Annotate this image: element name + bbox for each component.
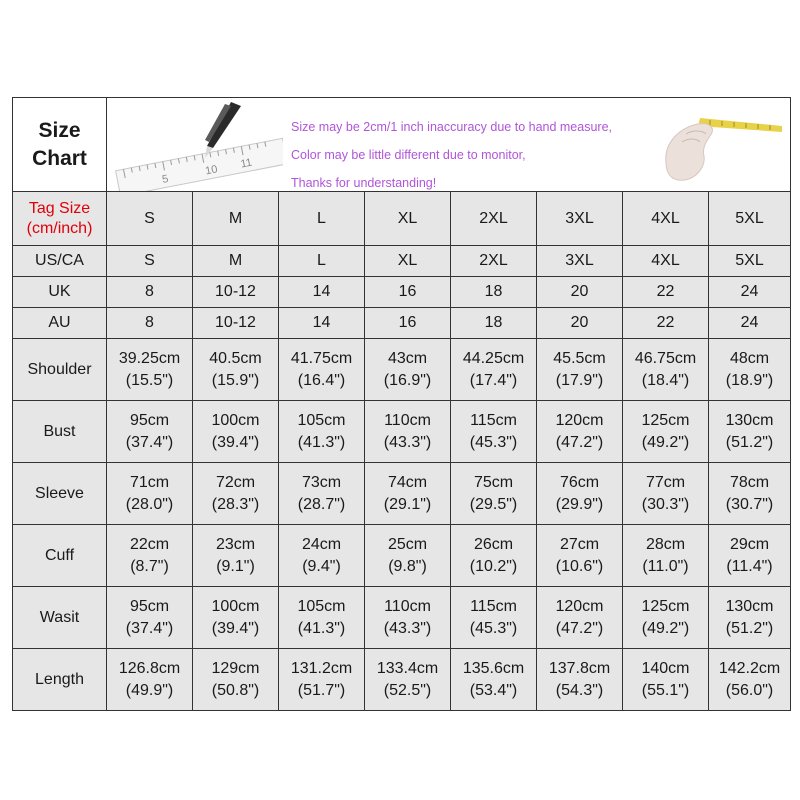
measurement-cell — [107, 587, 193, 649]
tag-size-cell: XL — [365, 192, 451, 246]
size-cell: 4XL — [623, 246, 709, 277]
measurement-cell — [537, 463, 623, 525]
measurement-cell — [709, 649, 791, 711]
size-cell: 20 — [537, 277, 623, 308]
inch-value: (28.0") — [125, 495, 174, 513]
inch-value: (16.4") — [297, 371, 346, 389]
size-row — [13, 277, 791, 308]
notice-text — [291, 113, 612, 192]
measurement-cell — [623, 339, 709, 401]
inch-value: (29.5") — [469, 495, 518, 513]
inch-value: (51.2") — [725, 619, 774, 637]
tag-size-cell: 5XL — [709, 192, 791, 246]
size-chart-table — [12, 97, 791, 711]
inch-value: (18.9") — [725, 371, 774, 389]
cm-value: 115cm — [470, 597, 517, 615]
inch-value: (29.1") — [383, 495, 432, 513]
inch-value: (39.4") — [211, 433, 260, 451]
measurement-cell — [623, 587, 709, 649]
measurement-cell — [193, 649, 279, 711]
cm-value: 137.8cm — [548, 659, 611, 677]
cm-value: 24cm — [301, 535, 342, 553]
ruler-mark-5: 5 — [161, 172, 170, 186]
measurement-cell — [193, 401, 279, 463]
measurement-row — [13, 525, 791, 587]
cm-value: 43cm — [387, 349, 428, 367]
tag-size-unit-label: (cm/inch) — [26, 219, 93, 237]
inch-value: (15.9") — [211, 371, 260, 389]
cm-value: 125cm — [641, 597, 690, 615]
measurement-cell — [623, 463, 709, 525]
tag-size-cell: L — [279, 192, 365, 246]
size-cell: 8 — [107, 277, 193, 308]
measurement-cell — [623, 525, 709, 587]
size-cell: 18 — [451, 277, 537, 308]
size-cell: 5XL — [709, 246, 791, 277]
measurement-cell — [451, 401, 537, 463]
size-cell: S — [107, 246, 193, 277]
inch-value: (43.3") — [383, 619, 432, 637]
measurement-cell — [365, 339, 451, 401]
row-label: US/CA — [13, 246, 107, 277]
inch-value: (29.9") — [555, 495, 604, 513]
inch-value: (45.3") — [469, 433, 518, 451]
cm-value: 46.75cm — [634, 349, 697, 367]
inch-value: (15.5") — [125, 371, 174, 389]
measurement-cell — [107, 649, 193, 711]
row-label: AU — [13, 308, 107, 339]
measurement-cell — [279, 339, 365, 401]
size-cell: 10-12 — [193, 277, 279, 308]
measurement-cell — [365, 525, 451, 587]
cm-value: 126.8cm — [118, 659, 181, 677]
cm-value: 135.6cm — [462, 659, 525, 677]
inch-value: (49.2") — [641, 433, 690, 451]
inch-value: (39.4") — [211, 619, 260, 637]
measuring-ruler-icon — [113, 100, 283, 192]
cm-value: 48cm — [729, 349, 770, 367]
title-line-1: Size — [38, 118, 81, 142]
cm-value: 129cm — [211, 659, 260, 677]
row-label: Cuff — [13, 525, 107, 587]
cm-value: 45.5cm — [553, 349, 606, 367]
size-cell: 24 — [709, 308, 791, 339]
inch-value: (10.6") — [555, 557, 604, 575]
cm-value: 133.4cm — [376, 659, 439, 677]
measurement-cell — [451, 587, 537, 649]
cm-value: 22cm — [129, 535, 170, 553]
tag-size-cell: S — [107, 192, 193, 246]
measurement-cell — [537, 401, 623, 463]
cm-value: 74cm — [387, 473, 428, 491]
measurement-row — [13, 463, 791, 525]
size-cell: 10-12 — [193, 308, 279, 339]
title-line-2: Chart — [32, 146, 87, 170]
measurement-cell — [193, 587, 279, 649]
measurement-cell — [107, 339, 193, 401]
measurement-cell — [623, 401, 709, 463]
measurement-row — [13, 587, 791, 649]
cm-value: 28cm — [645, 535, 686, 553]
measurement-cell — [279, 525, 365, 587]
tag-size-label: Tag Size — [28, 199, 91, 217]
measurement-cell — [709, 339, 791, 401]
measurement-cell — [537, 525, 623, 587]
tag-size-cell: M — [193, 192, 279, 246]
cm-value: 75cm — [473, 473, 514, 491]
cm-value: 78cm — [729, 473, 770, 491]
cm-value: 131.2cm — [290, 659, 353, 677]
row-label: UK — [13, 277, 107, 308]
ruler-mark-10: 10 — [204, 163, 219, 178]
size-cell: 16 — [365, 277, 451, 308]
measurement-cell — [709, 525, 791, 587]
cm-value: 73cm — [301, 473, 342, 491]
inch-value: (9.8") — [388, 557, 427, 575]
measurement-cell — [709, 401, 791, 463]
measurement-cell — [451, 339, 537, 401]
cm-value: 77cm — [645, 473, 686, 491]
cm-value: 95cm — [129, 597, 170, 615]
cm-value: 29cm — [729, 535, 770, 553]
measurement-cell — [365, 649, 451, 711]
inch-value: (49.2") — [641, 619, 690, 637]
measurement-cell — [107, 401, 193, 463]
inch-value: (17.4") — [469, 371, 518, 389]
cm-value: 76cm — [559, 473, 600, 491]
cm-value: 23cm — [215, 535, 256, 553]
cm-value: 110cm — [384, 597, 431, 615]
size-cell: 18 — [451, 308, 537, 339]
size-cell: 20 — [537, 308, 623, 339]
measurement-cell — [537, 339, 623, 401]
measurement-cell — [107, 463, 193, 525]
measurement-cell — [537, 649, 623, 711]
measurement-cell — [451, 649, 537, 711]
measurement-cell — [107, 525, 193, 587]
inch-value: (30.7") — [725, 495, 774, 513]
cm-value: 125cm — [641, 411, 690, 429]
notice-line-2: Color may be little different due to monitor, — [291, 148, 526, 162]
cm-value: 100cm — [211, 411, 260, 429]
inch-value: (17.9") — [555, 371, 604, 389]
inch-value: (28.7") — [297, 495, 346, 513]
size-cell: L — [279, 246, 365, 277]
cm-value: 100cm — [211, 597, 260, 615]
inch-value: (11.4") — [726, 557, 773, 575]
inch-value: (28.3") — [211, 495, 260, 513]
row-label: Wasit — [13, 587, 107, 649]
inch-value: (54.3") — [555, 681, 604, 699]
cm-value: 41.75cm — [290, 349, 353, 367]
size-row — [13, 308, 791, 339]
row-label: Bust — [13, 401, 107, 463]
cm-value: 95cm — [129, 411, 170, 429]
notice-banner — [107, 98, 791, 192]
measurement-cell — [193, 525, 279, 587]
inch-value: (9.4") — [302, 557, 341, 575]
inch-value: (18.4") — [641, 371, 690, 389]
measurement-cell — [365, 401, 451, 463]
measurement-cell — [709, 587, 791, 649]
notice-line-3: Thanks for understanding! — [291, 176, 437, 190]
hand-holding-tape-icon — [658, 108, 784, 186]
tag-size-label-cell — [13, 192, 107, 246]
inch-value: (53.4") — [469, 681, 518, 699]
tag-size-cell: 4XL — [623, 192, 709, 246]
size-cell: 24 — [709, 277, 791, 308]
inch-value: (49.9") — [125, 681, 174, 699]
measurement-cell — [193, 339, 279, 401]
size-cell: 22 — [623, 277, 709, 308]
inch-value: (50.8") — [211, 681, 260, 699]
measurement-row — [13, 401, 791, 463]
measurement-cell — [623, 649, 709, 711]
cm-value: 40.5cm — [209, 349, 262, 367]
measurement-cell — [709, 463, 791, 525]
ruler-mark-11: 11 — [239, 156, 254, 171]
size-cell: M — [193, 246, 279, 277]
cm-value: 142.2cm — [718, 659, 781, 677]
measurement-cell — [279, 649, 365, 711]
measurement-cell — [193, 463, 279, 525]
cm-value: 120cm — [555, 411, 604, 429]
inch-value: (55.1") — [641, 681, 690, 699]
tag-size-row — [13, 192, 791, 246]
measurement-row — [13, 339, 791, 401]
cm-value: 105cm — [297, 411, 346, 429]
size-cell: 22 — [623, 308, 709, 339]
measurement-cell — [279, 463, 365, 525]
measurement-row — [13, 649, 791, 711]
size-cell: 3XL — [537, 246, 623, 277]
inch-value: (41.3") — [297, 619, 346, 637]
cm-value: 71cm — [129, 473, 170, 491]
inch-value: (56.0") — [725, 681, 774, 699]
inch-value: (30.3") — [641, 495, 690, 513]
inch-value: (51.7") — [297, 681, 346, 699]
cm-value: 120cm — [555, 597, 604, 615]
measurement-cell — [451, 463, 537, 525]
cm-value: 115cm — [470, 411, 517, 429]
inch-value: (45.3") — [469, 619, 518, 637]
tag-size-cell: 3XL — [537, 192, 623, 246]
size-chart-title — [13, 98, 107, 192]
measurement-cell — [279, 401, 365, 463]
size-row — [13, 246, 791, 277]
cm-value: 72cm — [215, 473, 256, 491]
inch-value: (43.3") — [383, 433, 432, 451]
cm-value: 39.25cm — [118, 349, 181, 367]
size-cell: 14 — [279, 308, 365, 339]
cm-value: 26cm — [473, 535, 514, 553]
cm-value: 44.25cm — [462, 349, 525, 367]
inch-value: (11.0") — [642, 557, 689, 575]
measurement-cell — [537, 587, 623, 649]
row-label: Sleeve — [13, 463, 107, 525]
inch-value: (47.2") — [555, 619, 604, 637]
inch-value: (47.2") — [555, 433, 604, 451]
measurement-cell — [365, 463, 451, 525]
measurement-cell — [279, 587, 365, 649]
cm-value: 105cm — [297, 597, 346, 615]
inch-value: (9.1") — [216, 557, 255, 575]
row-label: Shoulder — [13, 339, 107, 401]
inch-value: (16.9") — [383, 371, 432, 389]
inch-value: (41.3") — [297, 433, 346, 451]
cm-value: 27cm — [559, 535, 600, 553]
inch-value: (51.2") — [725, 433, 774, 451]
size-cell: 16 — [365, 308, 451, 339]
measurement-cell — [365, 587, 451, 649]
size-cell: 14 — [279, 277, 365, 308]
inch-value: (37.4") — [125, 433, 174, 451]
size-cell: 2XL — [451, 246, 537, 277]
measurement-cell — [451, 525, 537, 587]
inch-value: (8.7") — [130, 557, 169, 575]
inch-value: (52.5") — [383, 681, 432, 699]
inch-value: (37.4") — [125, 619, 174, 637]
header-row — [13, 98, 791, 192]
size-cell: XL — [365, 246, 451, 277]
cm-value: 25cm — [387, 535, 428, 553]
cm-value: 130cm — [725, 597, 774, 615]
size-cell: 8 — [107, 308, 193, 339]
cm-value: 110cm — [384, 411, 431, 429]
tag-size-cell: 2XL — [451, 192, 537, 246]
cm-value: 140cm — [641, 659, 690, 677]
row-label: Length — [13, 649, 107, 711]
inch-value: (10.2") — [469, 557, 518, 575]
cm-value: 130cm — [725, 411, 774, 429]
notice-line-1: Size may be 2cm/1 inch inaccuracy due to hand measure, — [291, 120, 613, 134]
